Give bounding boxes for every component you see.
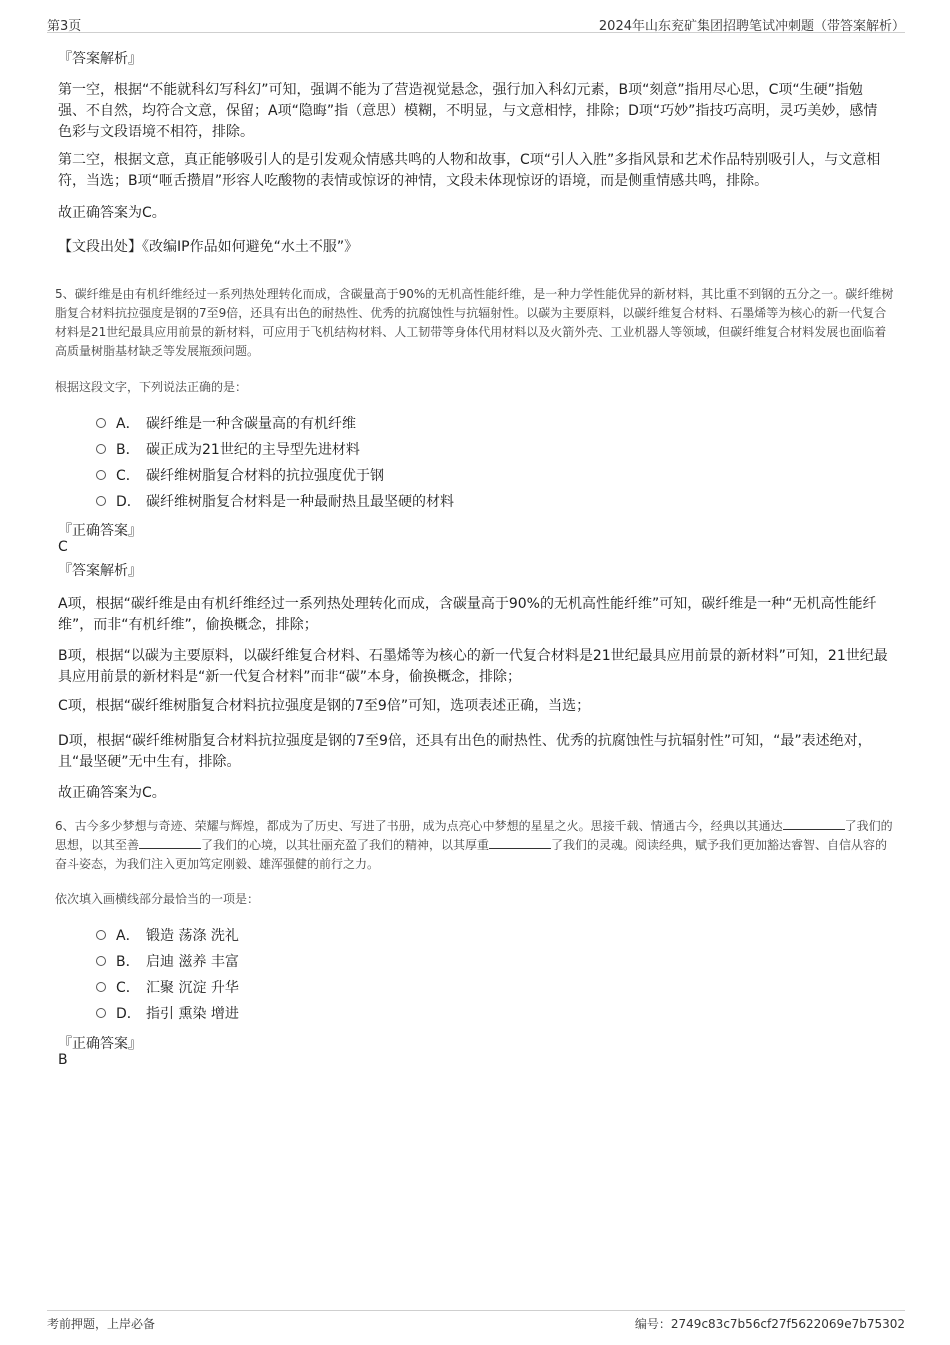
radio-icon[interactable] xyxy=(96,470,106,480)
radio-icon[interactable] xyxy=(96,1008,106,1018)
q6-option-c[interactable]: C． 汇聚 沉淀 升华 xyxy=(96,978,239,998)
q5-answer-title: 『正确答案』 xyxy=(58,523,142,539)
q6-question: 依次填入画横线部分最恰当的一项是： xyxy=(55,892,260,906)
radio-icon[interactable] xyxy=(96,444,106,454)
q6-option-b[interactable]: B． 启迪 滋养 丰富 xyxy=(96,952,239,972)
q4-analysis-para-1: 第一空，根据“不能就科幻写科幻”可知，强调不能为了营造视觉悬念，强行加入科幻元素，B项“刻意”指用尽心思，C项“生硬”指勉强、不自然，均符合文意，保留；A项“隐晦”指（意思）模糊，不明显，与文意相悖，排除；D项“巧妙”指技巧高明，灵巧美妙，感情色彩与文段语境不相符，排除。 xyxy=(58,82,878,140)
q5-analysis-b: B项，根据“以碳为主要原料，以碳纤维复合材料、石墨烯等为核心的新一代复合材料是21世纪最具应用前景的新材料”可知，21世纪最具应用前景的新材料是“新一代复合材料”而非“碳”本身，偷换概念，排除； xyxy=(58,648,888,685)
q6-stem: 6、古今多少梦想与奇迹、荣耀与辉煌，都成为了历史、写进了书册，成为点亮心中梦想的星星之火。思接千载、情通古今，经典以其通达 了我们的思想，以其至善 了我们的心境，以其壮丽充盈了我们的精神，以其厚重 了我们的灵魂。阅读经典，赋予我们更加豁达睿智、自信从容的奋斗姿态，为我们注入更加笃定刚毅、雄浑强健的前行之力。 xyxy=(55,819,893,871)
page-footer xyxy=(47,1310,905,1333)
q4-source: 【文段出处】《改编IP作品如何避免“水土不服”》 xyxy=(58,239,359,255)
q5-analysis-a: A项，根据“碳纤维是由有机纤维经过一系列热处理转化而成，含碳量高于90%的无机高性能纤维”可知，碳纤维是一种“无机高性能纤维”，而非“有机纤维”，偷换概念，排除； xyxy=(58,596,877,633)
radio-icon[interactable] xyxy=(96,930,106,940)
q6-option-d[interactable]: D． 指引 熏染 增进 xyxy=(96,1004,239,1024)
radio-icon[interactable] xyxy=(96,982,106,992)
q5-analysis-title: 『答案解析』 xyxy=(58,563,142,579)
q6-answer-title: 『正确答案』 xyxy=(58,1036,142,1052)
fill-blank-1 xyxy=(783,817,845,830)
q5-option-a[interactable]: A． 碳纤维是一种含碳量高的有机纤维 xyxy=(96,414,356,434)
q5-question: 根据这段文字，下列说法正确的是： xyxy=(55,380,248,394)
footer-code: 编号：2749c83c7b56cf27f5622069e7b75302 xyxy=(634,1317,905,1331)
q4-analysis-para-3: 故正确答案为C。 xyxy=(58,205,166,221)
q5-stem: 5、碳纤维是由有机纤维经过一系列热处理转化而成，含碳量高于90%的无机高性能纤维，是一种力学性能优异的新材料，其比重不到钢的五分之一。碳纤维树脂复合材料抗拉强度是钢的7至9倍，还具有出色的耐热性、优秀的抗腐蚀性与抗辐射性。以碳为主要原料，以碳纤维复合材料、石墨烯等为核心的新一代复合材料是21世纪最具应用前景的新材料，可应用于飞机结构材料、人工韧带等身体代用材料以及火箭外壳、工业机器人等领域，但碳纤维复合材料发展也面临着高质量树脂基材缺乏等发展瓶颈问题。 xyxy=(55,287,894,358)
q6-answer: B xyxy=(58,1052,68,1068)
q4-analysis-title: 『答案解析』 xyxy=(58,51,142,67)
fill-blank-3 xyxy=(489,836,551,849)
q6-option-a[interactable]: A． 锻造 荡涤 洗礼 xyxy=(96,926,239,946)
radio-icon[interactable] xyxy=(96,418,106,428)
q5-analysis-d: D项，根据“碳纤维树脂复合材料抗拉强度是钢的7至9倍，还具有出色的耐热性、优秀的抗腐蚀性与抗辐射性”可知，“最”表述绝对，且“最坚硬”无中生有，排除。 xyxy=(58,733,872,770)
q5-option-c[interactable]: C． 碳纤维树脂复合材料的抗拉强度优于钢 xyxy=(96,466,384,486)
page-header xyxy=(47,12,905,33)
page-number: 第3页 xyxy=(47,19,82,34)
q4-analysis-para-2: 第二空，根据文意，真正能够吸引人的是引发观众情感共鸣的人物和故事，C项“引人入胜”多指风景和艺术作品特别吸引人，与文意相符，当选；B项“咂舌攒眉”形容人吃酸物的表情或惊讶的神情，文段未体现惊讶的语境，而是侧重情感共鸣，排除。 xyxy=(58,152,881,189)
radio-icon[interactable] xyxy=(96,956,106,966)
q5-option-b[interactable]: B． 碳正成为21世纪的主导型先进材料 xyxy=(96,440,360,460)
radio-icon[interactable] xyxy=(96,496,106,506)
q5-option-d[interactable]: D． 碳纤维树脂复合材料是一种最耐热且最坚硬的材料 xyxy=(96,492,454,512)
q5-analysis-conclusion: 故正确答案为C。 xyxy=(58,785,166,801)
document-title: 2024年山东兖矿集团招聘笔试冲刺题（带答案解析） xyxy=(598,19,905,34)
footer-slogan: 考前押题，上岸必备 xyxy=(47,1317,156,1331)
fill-blank-2 xyxy=(139,836,201,849)
q5-answer: C xyxy=(58,539,68,555)
q5-analysis-c: C项，根据“碳纤维树脂复合材料抗拉强度是钢的7至9倍”可知，选项表述正确，当选； xyxy=(58,698,591,714)
